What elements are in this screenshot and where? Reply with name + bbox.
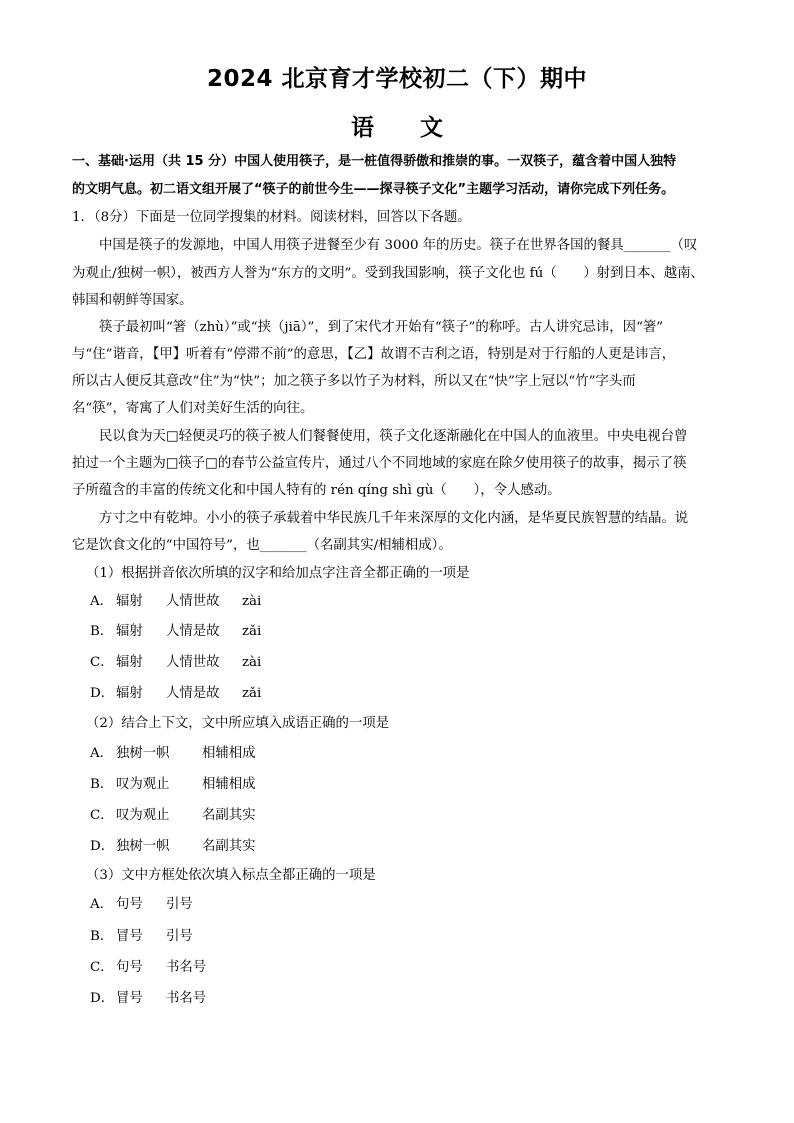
option-letter: C． xyxy=(90,960,114,975)
option-part: 名副其实 xyxy=(202,839,256,854)
passage-line: 筷子最初叫“箸（zhù）”或“挟（jiā）”，到了宋代才开始有“筷子”的称呼。古人讲究忌讳，因“箸” xyxy=(99,320,664,335)
passage-line: 拍过一个主题为□筷子□的春节公益宣传片，通过八个不同地域的家庭在除夕使用筷子的故事，揭示了筷 xyxy=(72,456,687,471)
section-heading-line2: 的文明气息。初二语文组开展了“筷子的前世今生——探寻筷子文化”主题学习活动，请你完成下列任务。 xyxy=(72,182,675,197)
option-part: 冒号 xyxy=(116,929,143,944)
passage-line: 与“住”谐音，【甲】听着有“停滞不前”的意思，【乙】故谓不吉利之语，特别是对于行船的人更是讳言， xyxy=(72,347,676,362)
option-part: 冒号 xyxy=(116,991,143,1006)
subquestion-prompt: （2）结合上下文，文中所应填入成语正确的一项是 xyxy=(86,716,390,731)
option-part: 辐射 xyxy=(116,594,143,609)
option-letter: A． xyxy=(90,897,114,912)
option-part: 叹为观止 xyxy=(116,808,170,823)
passage-line: 它是饮食文化的“中国符号”，也_______（名副其实/相辅相成）。 xyxy=(72,538,452,553)
subquestion-prompt: （1）根据拼音依次所填的汉字和给加点字注音全都正确的一项是 xyxy=(86,566,470,581)
passage-line: 民以食为天□轻便灵巧的筷子被人们餐餐使用，筷子文化逐渐融化在中国人的血液里。中央电视台曾 xyxy=(99,429,688,444)
option-letter: B． xyxy=(90,929,114,944)
question-stem: 1．（8分）下面是一位同学搜集的材料。阅读材料，回答以下各题。 xyxy=(72,210,471,225)
passage-line: 为观止/独树一帜），被西方人誉为“东方的文明”。受到我国影响，筷子文化也 fú（ ）射到日本、越南、 xyxy=(72,266,704,281)
option-part: 引号 xyxy=(166,929,193,944)
option-letter: B． xyxy=(90,624,114,639)
option-part: 人情是故 xyxy=(166,624,220,639)
option-part: 独树一帜 xyxy=(116,746,170,761)
subject-title: 语 文 xyxy=(351,115,443,141)
section-heading-line1: 一、基础·运用（共 15 分）中国人使用筷子，是一桩值得骄傲和推崇的事。一双筷子，蕴含着中国人独特 xyxy=(72,154,677,169)
option-part: zài xyxy=(242,655,262,670)
page-title: 2024 北京育才学校初二（下）期中 xyxy=(206,66,588,92)
option-part: 辐射 xyxy=(116,655,143,670)
option-letter: A． xyxy=(90,746,114,761)
option-part: zǎi xyxy=(242,624,262,639)
option-letter: D． xyxy=(90,839,115,854)
option-part: 句号 xyxy=(116,960,143,975)
option-part: 人情世故 xyxy=(166,594,220,609)
option-part: 独树一帜 xyxy=(116,839,170,854)
option-part: 相辅相成 xyxy=(202,746,256,761)
option-part: zǎi xyxy=(242,686,262,701)
option-part: 书名号 xyxy=(166,991,207,1006)
option-letter: C． xyxy=(90,655,114,670)
option-letter: C． xyxy=(90,808,114,823)
option-letter: D． xyxy=(90,991,115,1006)
subquestion-prompt: （3）文中方框处依次填入标点全都正确的一项是 xyxy=(86,868,376,883)
option-part: 引号 xyxy=(166,897,193,912)
option-part: 人情是故 xyxy=(166,686,220,701)
option-letter: A． xyxy=(90,594,114,609)
option-letter: D． xyxy=(90,686,115,701)
option-part: 名副其实 xyxy=(202,808,256,823)
option-part: 句号 xyxy=(116,897,143,912)
passage-line: 子所蕴含的丰富的传统文化和中国人特有的 rén qíng shì gù（ ），令人感动。 xyxy=(72,483,561,498)
option-part: 书名号 xyxy=(166,960,207,975)
option-part: 人情世故 xyxy=(166,655,220,670)
option-part: 辐射 xyxy=(116,624,143,639)
passage-line: 中国是筷子的发源地，中国人用筷子进餐至少有 3000 年的历史。筷子在世界各国的餐具_______（叹 xyxy=(99,238,698,253)
passage-line: 韩国和朝鲜等国家。 xyxy=(72,293,193,308)
passage-line: 方寸之中有乾坤。小小的筷子承载着中华民族几千年来深厚的文化内涵，是华夏民族智慧的结晶。说 xyxy=(99,511,689,526)
passage-line: 所以古人便反其意改“住”为“快”；加之筷子多以竹子为材料，所以又在“快”字上冠以“竹”字头而 xyxy=(72,374,636,389)
option-part: zài xyxy=(242,594,262,609)
option-letter: B． xyxy=(90,777,114,792)
passage-line: 名“筷”，寄寓了人们对美好生活的向往。 xyxy=(72,401,314,416)
option-part: 相辅相成 xyxy=(202,777,256,792)
option-part: 辐射 xyxy=(116,686,143,701)
option-part: 叹为观止 xyxy=(116,777,170,792)
